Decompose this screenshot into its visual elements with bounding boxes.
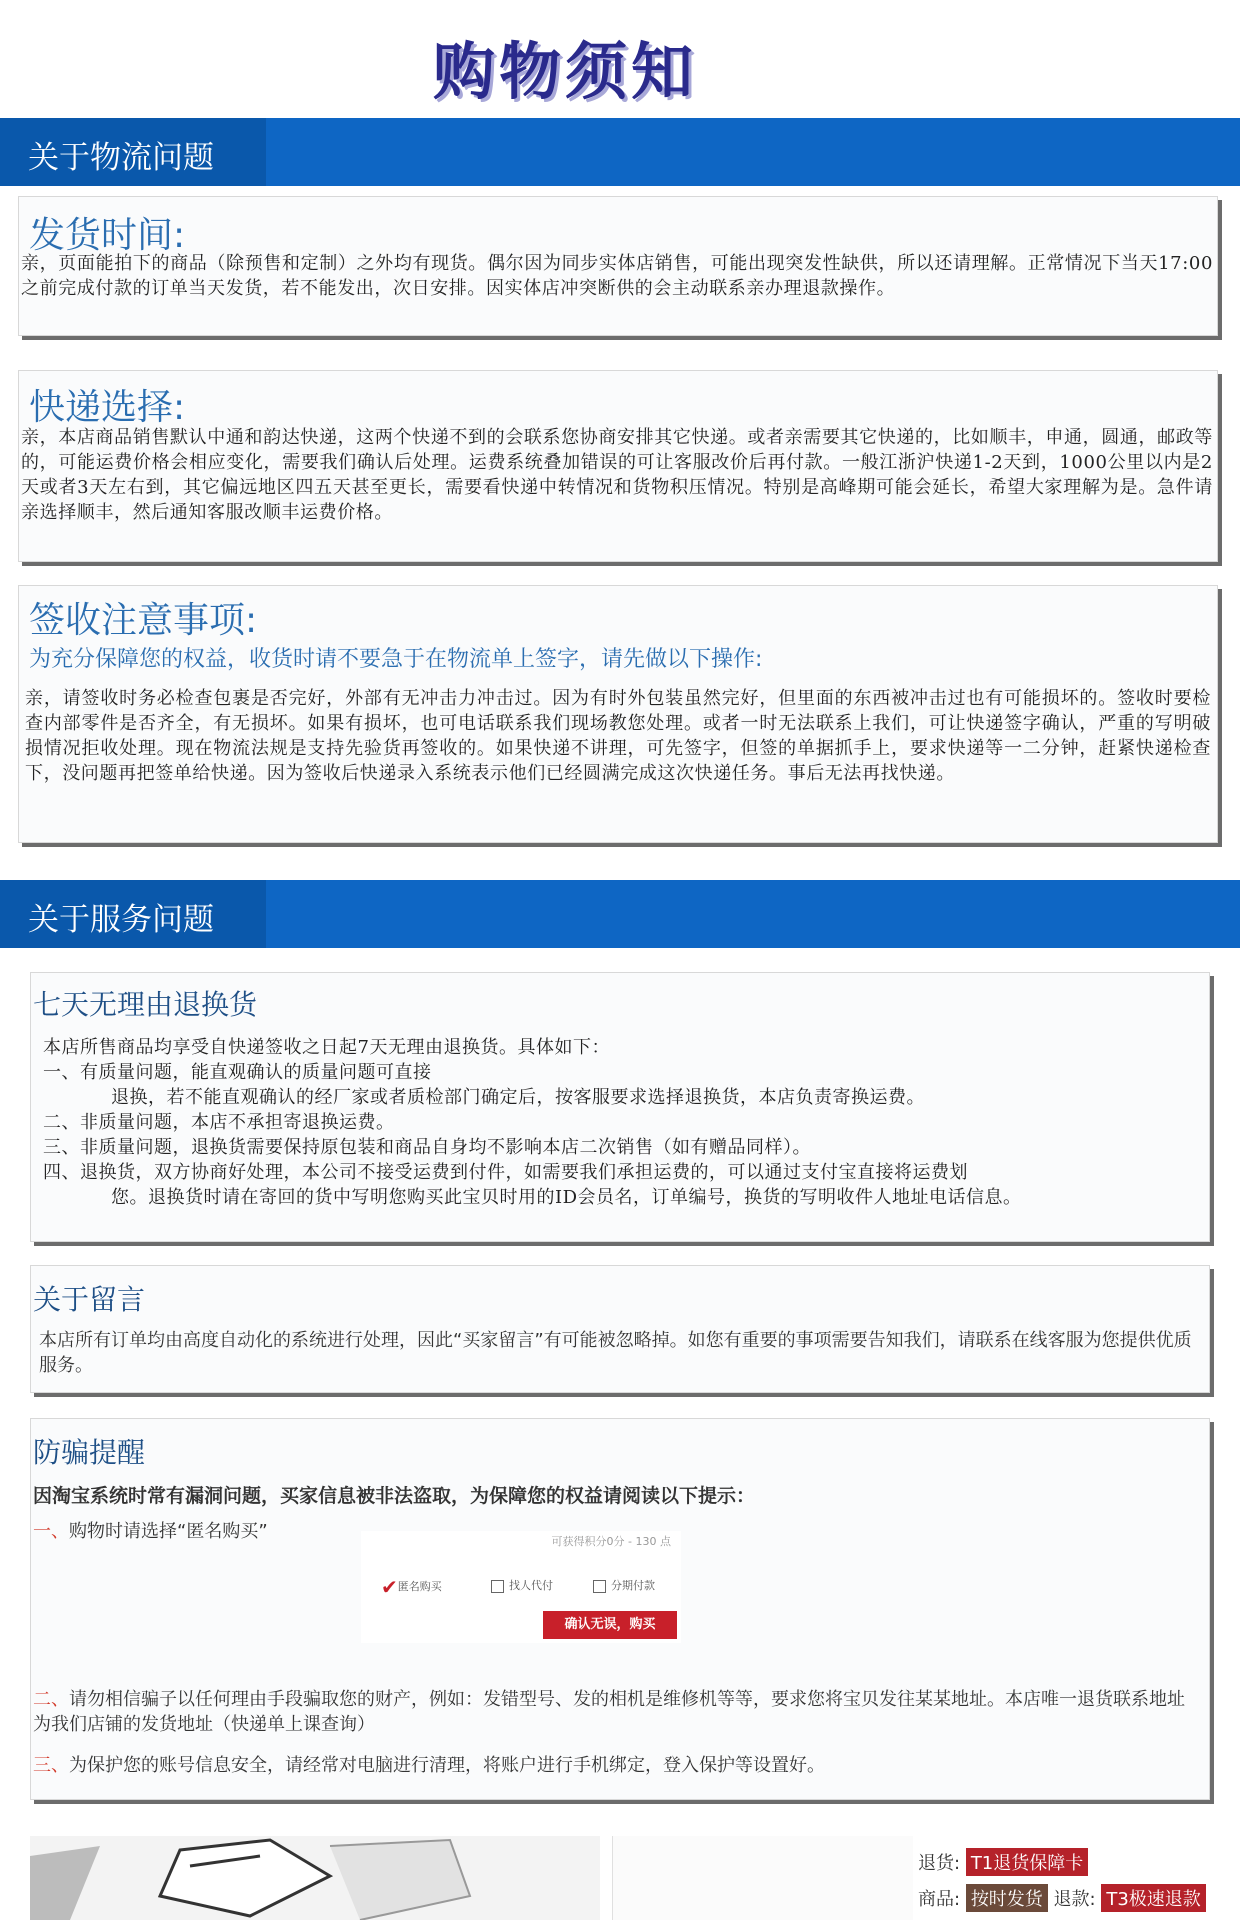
mock-option-proxy[interactable]: 找人代付 bbox=[491, 1577, 553, 1593]
fraud-lead: 因淘宝系统时常有漏洞问题，买家信息被非法盗取，为保障您的权益请阅读以下提示： bbox=[33, 1485, 756, 1507]
mock-option-anonymous[interactable]: ✔匿名购买 bbox=[381, 1575, 442, 1599]
returns-item-4-cont: 您。退换货时请在寄回的货中写明您购买此宝贝时用的ID会员名，订单编号，换货的写明收件人地址电话信息。 bbox=[111, 1187, 1022, 1208]
page-title: 购物须知 bbox=[432, 35, 697, 108]
messages-panel bbox=[30, 1265, 1210, 1393]
section-title-logistics: 关于物流问题 bbox=[28, 140, 214, 176]
mock-confirm-button[interactable]: 确认无误，购买 bbox=[543, 1611, 677, 1639]
returns-item-3: 三、非质量问题，退换货需要保持原包装和商品自身均不影响本店二次销售（如有赠品同样）。 bbox=[43, 1137, 811, 1158]
badge-on-time: 按时发货 bbox=[966, 1884, 1048, 1912]
courier-text: 亲，本店商品销售默认中通和韵达快递，这两个快递不到的会联系您协商安排其它快递。或者亲需要其它快递的，比如顺丰，申通，圆通，邮政等的，可能运费价格会相应变化，需要我们确认后处理。运费系统叠加错误的可让客服改价后再付款。一般江浙沪快递1-2天到，1000公里以内是2天或者3天左右到，其它偏远地区四五天甚至更长，需要看快递中转情况和货物积压情况。特别是高峰期可能会延长，希望大家理解为是。急件请亲选择顺丰，然后通知客服改顺丰运费价格。 bbox=[21, 427, 1213, 523]
returns-item-1: 一、有质量问题，能直观确认的质量问题可直接 bbox=[43, 1062, 432, 1083]
checkmark-icon: ✔ bbox=[381, 1575, 398, 1599]
courier-heading: 快递选择: bbox=[29, 387, 186, 428]
fraud-heading: 防骗提醒 bbox=[33, 1436, 146, 1469]
anonymous-purchase-mock bbox=[361, 1531, 681, 1643]
badge-t1: T1退货保障卡 bbox=[966, 1848, 1088, 1876]
badge-row-goods: 商品: 按时发货 退款: T3极速退款 bbox=[918, 1884, 1218, 1912]
receipt-text: 亲，请签收时务必检查包裹是否完好，外部有无冲击力冲击过。因为有时外包装虽然完好，但里面的东西被冲击过也有可能损坏的。签收时要检查内部零件是否齐全，有无损坏。如果有损坏，也可电话联系我们现场教您处理。或者一时无法联系上我们，可让快递签字确认，严重的写明破损情况拒收处理。现在物流法规是支持先验货再签收的。如果快递不讲理，可先签字，但签的单据抓手上，要求快递等一二分钟，赶紧快递检查下，没问题再把签单给快递。因为签收后快递录入系统表示他们已经圆满完成这次快递任务。事后无法再找快递。 bbox=[25, 688, 1211, 784]
returns-panel bbox=[30, 972, 1210, 1242]
section-band-service bbox=[0, 880, 1240, 948]
courier-panel bbox=[18, 370, 1218, 562]
shipping-text: 亲，页面能拍下的商品（除预售和定制）之外均有现货。偶尔因为同步实体店销售，可能出现突发性缺供，所以还请理解。正常情况下当天17:00之前完成付款的订单当天发货，若不能发出，次日安排。因实体店冲突断供的会主动联系亲办理退款操作。 bbox=[21, 253, 1213, 299]
fraud-item-3: 三、为保护您的账号信息安全，请经常对电脑进行清理，将账户进行手机绑定，登入保护等设置好。 bbox=[33, 1755, 825, 1776]
returns-item-2: 二、非质量问题，本店不承担寄退换运费。 bbox=[43, 1112, 395, 1133]
returns-heading: 七天无理由退换货 bbox=[33, 988, 258, 1021]
receipt-heading: 签收注意事项: bbox=[29, 600, 258, 641]
section-band-logistics bbox=[0, 118, 1240, 186]
bottom-middle-blank bbox=[612, 1836, 913, 1920]
messages-text: 本店所有订单均由高度自动化的系统进行处理，因此“买家留言”有可能被忽略掉。如您有重要的事项需要告知我们，请联系在线客服为您提供优质服务。 bbox=[39, 1330, 1192, 1376]
receipt-subtitle: 为充分保障您的权益，收货时请不要急于在物流单上签字，请先做以下操作: bbox=[29, 647, 763, 672]
mock-option-installment[interactable]: 分期付款 bbox=[593, 1577, 655, 1593]
returns-item-1-cont: 退换，若不能直观确认的经厂家或者质检部门确定后，按客服要求选择退换货，本店负责寄换运费。 bbox=[111, 1087, 925, 1108]
receipt-panel bbox=[18, 585, 1218, 843]
checkbox-icon bbox=[593, 1580, 606, 1593]
returns-item-4: 四、退换货，双方协商好处理，本公司不接受运费到付件，如需要我们承担运费的，可以通过支付宝直接将运费划 bbox=[43, 1162, 968, 1183]
service-badges bbox=[918, 1848, 1218, 1912]
sketch-illustration-icon bbox=[30, 1836, 600, 1920]
fraud-panel bbox=[30, 1418, 1210, 1800]
badge-t3: T3极速退款 bbox=[1101, 1884, 1205, 1912]
checkbox-icon bbox=[491, 1580, 504, 1593]
section-title-service: 关于服务问题 bbox=[28, 902, 214, 938]
bottom-illustration bbox=[30, 1836, 600, 1920]
mock-top-text: 可获得积分0分 - 130 点 bbox=[551, 1535, 671, 1548]
fraud-item-2: 二、请勿相信骗子以任何理由手段骗取您的财产，例如：发错型号、发的相机是维修机等等，要求您将宝贝发往某某地址。本店唯一退货联系地址为我们店铺的发货地址（快递单上课查询） bbox=[33, 1689, 1185, 1735]
shipping-panel bbox=[18, 196, 1218, 336]
fraud-item-1: 一、购物时请选择“匿名购买” bbox=[33, 1521, 268, 1542]
badge-row-returns: 退货: T1退货保障卡 bbox=[918, 1848, 1218, 1876]
returns-intro: 本店所售商品均享受自快递签收之日起7天无理由退换货。具体如下： bbox=[43, 1037, 610, 1058]
shipping-heading: 发货时间: bbox=[29, 215, 186, 256]
messages-heading: 关于留言 bbox=[33, 1283, 146, 1316]
